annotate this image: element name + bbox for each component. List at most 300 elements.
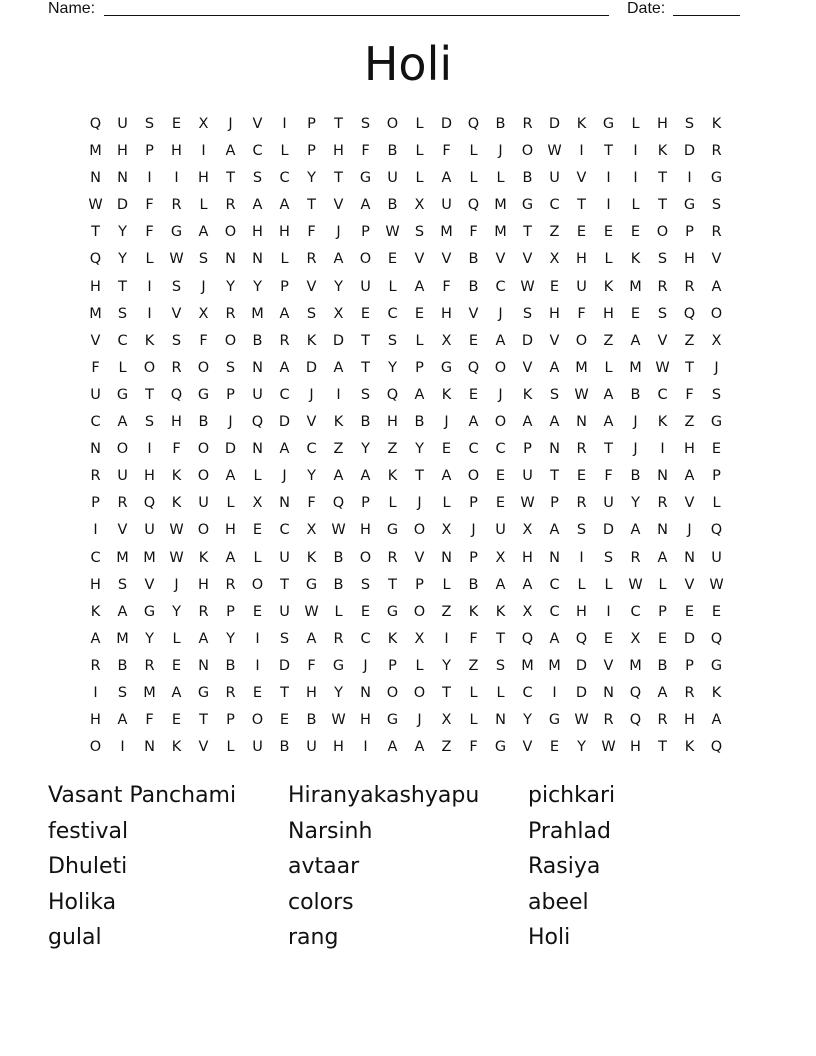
grid-letter[interactable]: J <box>687 522 692 539</box>
grid-letter[interactable]: O <box>143 359 156 376</box>
grid-letter[interactable]: L <box>145 251 154 268</box>
grid-letter[interactable]: W <box>709 576 724 593</box>
grid-letter[interactable]: B <box>657 657 668 674</box>
grid-letter[interactable]: G <box>116 386 129 403</box>
grid-letter[interactable]: I <box>282 116 287 132</box>
grid-letter[interactable]: C <box>90 549 101 566</box>
grid-letter[interactable]: T <box>442 684 451 701</box>
grid-letter[interactable]: I <box>579 143 584 160</box>
grid-letter[interactable]: A <box>603 386 614 403</box>
grid-letter[interactable]: K <box>657 414 668 431</box>
grid-letter[interactable]: E <box>252 603 263 620</box>
grid-letter[interactable]: N <box>549 441 560 458</box>
grid-letter[interactable]: S <box>279 630 290 647</box>
grid-letter[interactable]: B <box>387 143 398 160</box>
grid-letter[interactable]: S <box>414 224 425 241</box>
grid-letter[interactable]: X <box>522 603 533 620</box>
grid-letter[interactable]: M <box>143 549 156 566</box>
grid-letter[interactable]: B <box>333 549 344 566</box>
grid-letter[interactable]: I <box>579 549 584 566</box>
grid-letter[interactable]: M <box>629 359 642 376</box>
grid-letter[interactable]: Y <box>226 630 235 647</box>
grid-letter[interactable]: E <box>576 224 587 241</box>
grid-letter[interactable]: D <box>683 630 696 647</box>
grid-letter[interactable]: R <box>279 332 290 349</box>
grid-letter[interactable]: D <box>575 657 588 674</box>
grid-letter[interactable]: H <box>684 441 695 458</box>
grid-letter[interactable]: L <box>415 170 424 187</box>
grid-letter[interactable]: I <box>606 170 611 187</box>
grid-letter[interactable]: Q <box>467 197 480 214</box>
grid-letter[interactable]: A <box>711 278 722 295</box>
grid-letter[interactable]: P <box>469 495 478 512</box>
grid-letter[interactable]: L <box>415 657 424 674</box>
grid-letter[interactable]: W <box>88 197 103 214</box>
grid-letter[interactable]: K <box>171 495 182 512</box>
grid-letter[interactable]: T <box>658 739 667 756</box>
grid-letter[interactable]: B <box>306 712 317 729</box>
grid-letter[interactable]: Z <box>468 657 479 674</box>
grid-letter[interactable]: W <box>628 576 643 593</box>
grid-letter[interactable]: R <box>522 116 533 132</box>
grid-letter[interactable]: X <box>630 630 641 647</box>
grid-letter[interactable]: L <box>631 116 640 132</box>
grid-letter[interactable]: T <box>280 576 289 593</box>
grid-letter[interactable]: V <box>684 576 695 593</box>
grid-letter[interactable]: V <box>684 495 695 512</box>
grid-letter[interactable]: O <box>386 116 399 132</box>
grid-letter[interactable]: H <box>279 224 290 241</box>
grid-letter[interactable]: J <box>336 224 341 241</box>
grid-letter[interactable]: N <box>198 657 209 674</box>
grid-letter[interactable]: A <box>657 549 668 566</box>
grid-letter[interactable]: R <box>657 712 668 729</box>
grid-letter[interactable]: Y <box>415 441 424 458</box>
grid-letter[interactable]: Q <box>710 630 723 647</box>
grid-letter[interactable]: L <box>658 576 667 593</box>
grid-letter[interactable]: E <box>360 603 371 620</box>
grid-letter[interactable]: I <box>633 170 638 187</box>
grid-letter[interactable]: D <box>305 359 318 376</box>
grid-letter[interactable]: L <box>415 116 424 132</box>
grid-letter[interactable]: H <box>198 170 209 187</box>
grid-letter[interactable]: B <box>198 414 209 431</box>
grid-letter[interactable]: I <box>147 441 152 458</box>
grid-letter[interactable]: P <box>145 143 154 160</box>
grid-letter[interactable]: V <box>252 116 263 132</box>
grid-letter[interactable]: H <box>306 684 317 701</box>
grid-letter[interactable]: T <box>388 576 397 593</box>
grid-letter[interactable]: B <box>333 576 344 593</box>
grid-letter[interactable]: Z <box>333 441 344 458</box>
grid-letter[interactable]: A <box>252 197 263 214</box>
grid-letter[interactable]: P <box>226 386 235 403</box>
grid-letter[interactable]: R <box>171 197 182 214</box>
grid-letter[interactable]: L <box>415 332 424 349</box>
grid-letter[interactable]: P <box>469 549 478 566</box>
grid-letter[interactable]: G <box>197 684 210 701</box>
grid-letter[interactable]: E <box>252 684 263 701</box>
grid-letter[interactable]: T <box>658 170 667 187</box>
grid-letter[interactable]: E <box>684 603 695 620</box>
grid-letter[interactable]: V <box>711 251 722 268</box>
grid-letter[interactable]: Q <box>467 359 480 376</box>
grid-letter[interactable]: R <box>333 630 344 647</box>
grid-letter[interactable]: A <box>360 197 371 214</box>
grid-letter[interactable]: L <box>442 576 451 593</box>
grid-letter[interactable]: E <box>171 657 182 674</box>
grid-letter[interactable]: L <box>118 359 127 376</box>
grid-letter[interactable]: W <box>601 739 616 756</box>
grid-letter[interactable]: O <box>413 684 426 701</box>
grid-letter[interactable]: D <box>683 143 696 160</box>
grid-letter[interactable]: O <box>575 332 588 349</box>
grid-letter[interactable]: R <box>657 278 668 295</box>
grid-letter[interactable]: H <box>441 305 452 322</box>
grid-letter[interactable]: B <box>387 197 398 214</box>
grid-letter[interactable]: U <box>387 170 398 187</box>
grid-letter[interactable]: S <box>252 170 263 187</box>
grid-letter[interactable]: R <box>90 468 101 485</box>
grid-letter[interactable]: A <box>198 630 209 647</box>
grid-letter[interactable]: L <box>388 495 397 512</box>
grid-letter[interactable]: I <box>255 657 260 674</box>
grid-letter[interactable]: A <box>549 359 560 376</box>
grid-letter[interactable]: B <box>630 468 641 485</box>
grid-letter[interactable]: S <box>117 684 128 701</box>
grid-letter[interactable]: G <box>332 657 345 674</box>
grid-letter[interactable]: U <box>549 170 560 187</box>
grid-letter[interactable]: F <box>91 359 100 376</box>
grid-letter[interactable]: Y <box>334 278 343 295</box>
grid-letter[interactable]: O <box>197 441 210 458</box>
grid-letter[interactable]: E <box>630 305 641 322</box>
grid-letter[interactable]: L <box>604 251 613 268</box>
grid-letter[interactable]: G <box>494 739 507 756</box>
grid-letter[interactable]: G <box>710 170 723 187</box>
grid-letter[interactable]: C <box>549 197 560 214</box>
grid-letter[interactable]: M <box>89 305 102 322</box>
grid-letter[interactable]: G <box>143 603 156 620</box>
grid-letter[interactable]: P <box>712 468 721 485</box>
grid-letter[interactable]: L <box>253 468 262 485</box>
grid-letter[interactable]: Q <box>170 386 183 403</box>
grid-letter[interactable]: C <box>279 522 290 539</box>
grid-letter[interactable]: W <box>169 549 184 566</box>
grid-letter[interactable]: G <box>548 712 561 729</box>
grid-letter[interactable]: Q <box>332 495 345 512</box>
grid-letter[interactable]: O <box>116 441 129 458</box>
grid-letter[interactable]: Y <box>307 170 316 187</box>
grid-letter[interactable]: H <box>117 143 128 160</box>
grid-letter[interactable]: C <box>279 170 290 187</box>
grid-letter[interactable]: T <box>523 224 532 241</box>
grid-letter[interactable]: T <box>361 359 370 376</box>
grid-letter[interactable]: L <box>280 143 289 160</box>
grid-letter[interactable]: L <box>712 495 721 512</box>
grid-letter[interactable]: U <box>306 739 317 756</box>
grid-letter[interactable]: Z <box>441 603 452 620</box>
grid-letter[interactable]: B <box>495 116 506 132</box>
grid-letter[interactable]: O <box>251 712 264 729</box>
grid-letter[interactable]: G <box>710 414 723 431</box>
grid-letter[interactable]: D <box>575 684 588 701</box>
grid-letter[interactable]: L <box>253 549 262 566</box>
grid-letter[interactable]: S <box>576 522 587 539</box>
grid-letter[interactable]: P <box>361 495 370 512</box>
grid-letter[interactable]: F <box>442 143 451 160</box>
grid-letter[interactable]: O <box>251 576 264 593</box>
grid-letter[interactable]: Q <box>89 116 102 132</box>
grid-letter[interactable]: T <box>415 468 424 485</box>
grid-letter[interactable]: L <box>604 576 613 593</box>
grid-letter[interactable]: N <box>252 251 263 268</box>
grid-letter[interactable]: O <box>494 359 507 376</box>
grid-letter[interactable]: S <box>171 278 182 295</box>
grid-letter[interactable]: B <box>468 251 479 268</box>
grid-letter[interactable]: Q <box>467 116 480 132</box>
grid-letter[interactable]: K <box>333 414 344 431</box>
grid-letter[interactable]: H <box>171 414 182 431</box>
grid-letter[interactable]: A <box>522 414 533 431</box>
grid-letter[interactable]: H <box>198 576 209 593</box>
grid-letter[interactable]: E <box>279 712 290 729</box>
grid-letter[interactable]: H <box>90 278 101 295</box>
grid-letter[interactable]: D <box>278 657 291 674</box>
grid-letter[interactable]: X <box>414 197 425 214</box>
grid-letter[interactable]: Y <box>388 359 397 376</box>
grid-letter[interactable]: A <box>711 712 722 729</box>
grid-letter[interactable]: B <box>468 576 479 593</box>
grid-letter[interactable]: F <box>469 630 478 647</box>
grid-letter[interactable]: M <box>629 657 642 674</box>
grid-letter[interactable]: V <box>522 251 533 268</box>
grid-letter[interactable]: I <box>660 441 665 458</box>
grid-letter[interactable]: O <box>386 684 399 701</box>
grid-letter[interactable]: E <box>495 468 506 485</box>
grid-letter[interactable]: S <box>198 251 209 268</box>
grid-letter[interactable]: J <box>417 495 422 512</box>
grid-letter[interactable]: O <box>197 359 210 376</box>
grid-letter[interactable]: V <box>90 332 101 349</box>
grid-letter[interactable]: J <box>228 414 233 431</box>
grid-letter[interactable]: P <box>685 657 694 674</box>
grid-letter[interactable]: F <box>604 468 613 485</box>
grid-letter[interactable]: G <box>683 197 696 214</box>
grid-letter[interactable]: H <box>630 739 641 756</box>
grid-letter[interactable]: P <box>658 603 667 620</box>
grid-letter[interactable]: K <box>630 251 641 268</box>
grid-letter[interactable]: T <box>199 712 208 729</box>
grid-letter[interactable]: A <box>279 359 290 376</box>
grid-letter[interactable]: T <box>334 170 343 187</box>
grid-letter[interactable]: H <box>684 251 695 268</box>
grid-letter[interactable]: Y <box>118 251 127 268</box>
grid-letter[interactable]: C <box>387 305 398 322</box>
grid-letter[interactable]: R <box>711 224 722 241</box>
grid-letter[interactable]: E <box>549 739 560 756</box>
grid-letter[interactable]: S <box>360 576 371 593</box>
grid-letter[interactable]: K <box>711 116 722 132</box>
grid-letter[interactable]: P <box>415 359 424 376</box>
grid-letter[interactable]: T <box>685 359 694 376</box>
grid-letter[interactable]: I <box>633 143 638 160</box>
grid-letter[interactable]: C <box>90 414 101 431</box>
grid-letter[interactable]: Y <box>361 441 370 458</box>
grid-letter[interactable]: A <box>414 386 425 403</box>
grid-letter[interactable]: T <box>307 197 316 214</box>
grid-letter[interactable]: A <box>549 522 560 539</box>
grid-letter[interactable]: U <box>252 386 263 403</box>
grid-letter[interactable]: N <box>90 441 101 458</box>
grid-letter[interactable]: A <box>684 468 695 485</box>
grid-letter[interactable]: E <box>630 224 641 241</box>
grid-letter[interactable]: R <box>225 576 236 593</box>
grid-letter[interactable]: V <box>306 278 317 295</box>
grid-letter[interactable]: S <box>522 305 533 322</box>
grid-letter[interactable]: Z <box>441 739 452 756</box>
grid-letter[interactable]: L <box>631 197 640 214</box>
grid-letter[interactable]: A <box>225 549 236 566</box>
grid-letter[interactable]: V <box>144 576 155 593</box>
grid-letter[interactable]: B <box>225 657 236 674</box>
grid-letter[interactable]: M <box>494 197 507 214</box>
grid-letter[interactable]: H <box>90 576 101 593</box>
grid-letter[interactable]: A <box>90 630 101 647</box>
grid-letter[interactable]: F <box>307 657 316 674</box>
grid-letter[interactable]: S <box>387 332 398 349</box>
grid-letter[interactable]: E <box>360 305 371 322</box>
grid-letter[interactable]: G <box>386 712 399 729</box>
grid-letter[interactable]: J <box>282 468 287 485</box>
grid-letter[interactable]: R <box>171 359 182 376</box>
grid-letter[interactable]: A <box>117 414 128 431</box>
grid-letter[interactable]: I <box>147 278 152 295</box>
grid-letter[interactable]: G <box>305 576 318 593</box>
grid-letter[interactable]: J <box>444 414 449 431</box>
grid-letter[interactable]: R <box>198 603 209 620</box>
grid-letter[interactable]: V <box>117 522 128 539</box>
grid-letter[interactable]: H <box>576 603 587 620</box>
grid-letter[interactable]: L <box>469 712 478 729</box>
grid-letter[interactable]: T <box>226 170 235 187</box>
grid-letter[interactable]: G <box>197 386 210 403</box>
grid-letter[interactable]: K <box>657 143 668 160</box>
grid-letter[interactable]: A <box>549 414 560 431</box>
grid-letter[interactable]: B <box>468 278 479 295</box>
grid-letter[interactable]: Y <box>145 630 154 647</box>
grid-letter[interactable]: A <box>468 414 479 431</box>
grid-letter[interactable]: Y <box>631 495 640 512</box>
grid-letter[interactable]: R <box>576 495 587 512</box>
grid-letter[interactable]: L <box>388 278 397 295</box>
grid-letter[interactable]: G <box>521 197 534 214</box>
grid-letter[interactable]: N <box>603 684 614 701</box>
grid-letter[interactable]: N <box>90 170 101 187</box>
grid-letter[interactable]: O <box>413 603 426 620</box>
grid-letter[interactable]: U <box>603 495 614 512</box>
grid-letter[interactable]: R <box>684 684 695 701</box>
grid-letter[interactable]: A <box>171 684 182 701</box>
grid-letter[interactable]: N <box>144 739 155 756</box>
grid-letter[interactable]: X <box>495 549 506 566</box>
grid-letter[interactable]: S <box>711 197 722 214</box>
grid-letter[interactable]: K <box>171 739 182 756</box>
grid-letter[interactable]: D <box>116 197 129 214</box>
grid-letter[interactable]: B <box>117 657 128 674</box>
grid-letter[interactable]: B <box>252 332 263 349</box>
grid-letter[interactable]: L <box>280 251 289 268</box>
grid-letter[interactable]: C <box>522 684 533 701</box>
grid-letter[interactable]: B <box>414 414 425 431</box>
grid-letter[interactable]: S <box>360 116 371 132</box>
grid-letter[interactable]: X <box>522 522 533 539</box>
grid-letter[interactable]: O <box>359 549 372 566</box>
grid-letter[interactable]: A <box>630 522 641 539</box>
grid-letter[interactable]: X <box>711 332 722 349</box>
grid-letter[interactable]: Q <box>521 630 534 647</box>
grid-letter[interactable]: D <box>440 116 453 132</box>
grid-letter[interactable]: U <box>252 739 263 756</box>
grid-letter[interactable]: M <box>494 224 507 241</box>
grid-letter[interactable]: K <box>144 332 155 349</box>
grid-letter[interactable]: H <box>333 739 344 756</box>
grid-letter[interactable]: M <box>521 657 534 674</box>
grid-letter[interactable]: C <box>549 603 560 620</box>
grid-letter[interactable]: V <box>495 251 506 268</box>
grid-letter[interactable]: E <box>414 305 425 322</box>
grid-letter[interactable]: Z <box>549 224 560 241</box>
grid-letter[interactable]: A <box>414 278 425 295</box>
grid-letter[interactable]: V <box>171 305 182 322</box>
grid-letter[interactable]: K <box>495 603 506 620</box>
grid-letter[interactable]: H <box>252 224 263 241</box>
grid-letter[interactable]: O <box>656 224 669 241</box>
grid-letter[interactable]: S <box>225 359 236 376</box>
grid-letter[interactable]: Q <box>710 522 723 539</box>
grid-letter[interactable]: A <box>306 630 317 647</box>
grid-letter[interactable]: H <box>225 522 236 539</box>
grid-letter[interactable]: I <box>606 603 611 620</box>
grid-letter[interactable]: L <box>334 603 343 620</box>
grid-letter[interactable]: O <box>413 522 426 539</box>
grid-letter[interactable]: C <box>549 576 560 593</box>
grid-letter[interactable]: E <box>171 116 182 132</box>
grid-letter[interactable]: Q <box>575 630 588 647</box>
grid-letter[interactable]: X <box>198 116 209 132</box>
grid-letter[interactable]: N <box>252 441 263 458</box>
grid-letter[interactable]: A <box>414 739 425 756</box>
grid-letter[interactable]: E <box>441 441 452 458</box>
grid-letter[interactable]: I <box>174 170 179 187</box>
grid-letter[interactable]: T <box>118 278 127 295</box>
grid-letter[interactable]: A <box>603 414 614 431</box>
grid-letter[interactable]: K <box>522 386 533 403</box>
grid-letter[interactable]: L <box>577 576 586 593</box>
grid-letter[interactable]: A <box>225 143 236 160</box>
grid-letter[interactable]: M <box>575 359 588 376</box>
grid-letter[interactable]: E <box>495 495 506 512</box>
grid-letter[interactable]: S <box>657 305 668 322</box>
grid-letter[interactable]: D <box>332 332 345 349</box>
grid-letter[interactable]: R <box>657 495 668 512</box>
grid-letter[interactable]: N <box>279 495 290 512</box>
grid-letter[interactable]: X <box>441 712 452 729</box>
grid-letter[interactable]: N <box>360 684 371 701</box>
grid-letter[interactable]: U <box>198 495 209 512</box>
grid-letter[interactable]: T <box>334 116 343 132</box>
grid-letter[interactable]: S <box>711 386 722 403</box>
